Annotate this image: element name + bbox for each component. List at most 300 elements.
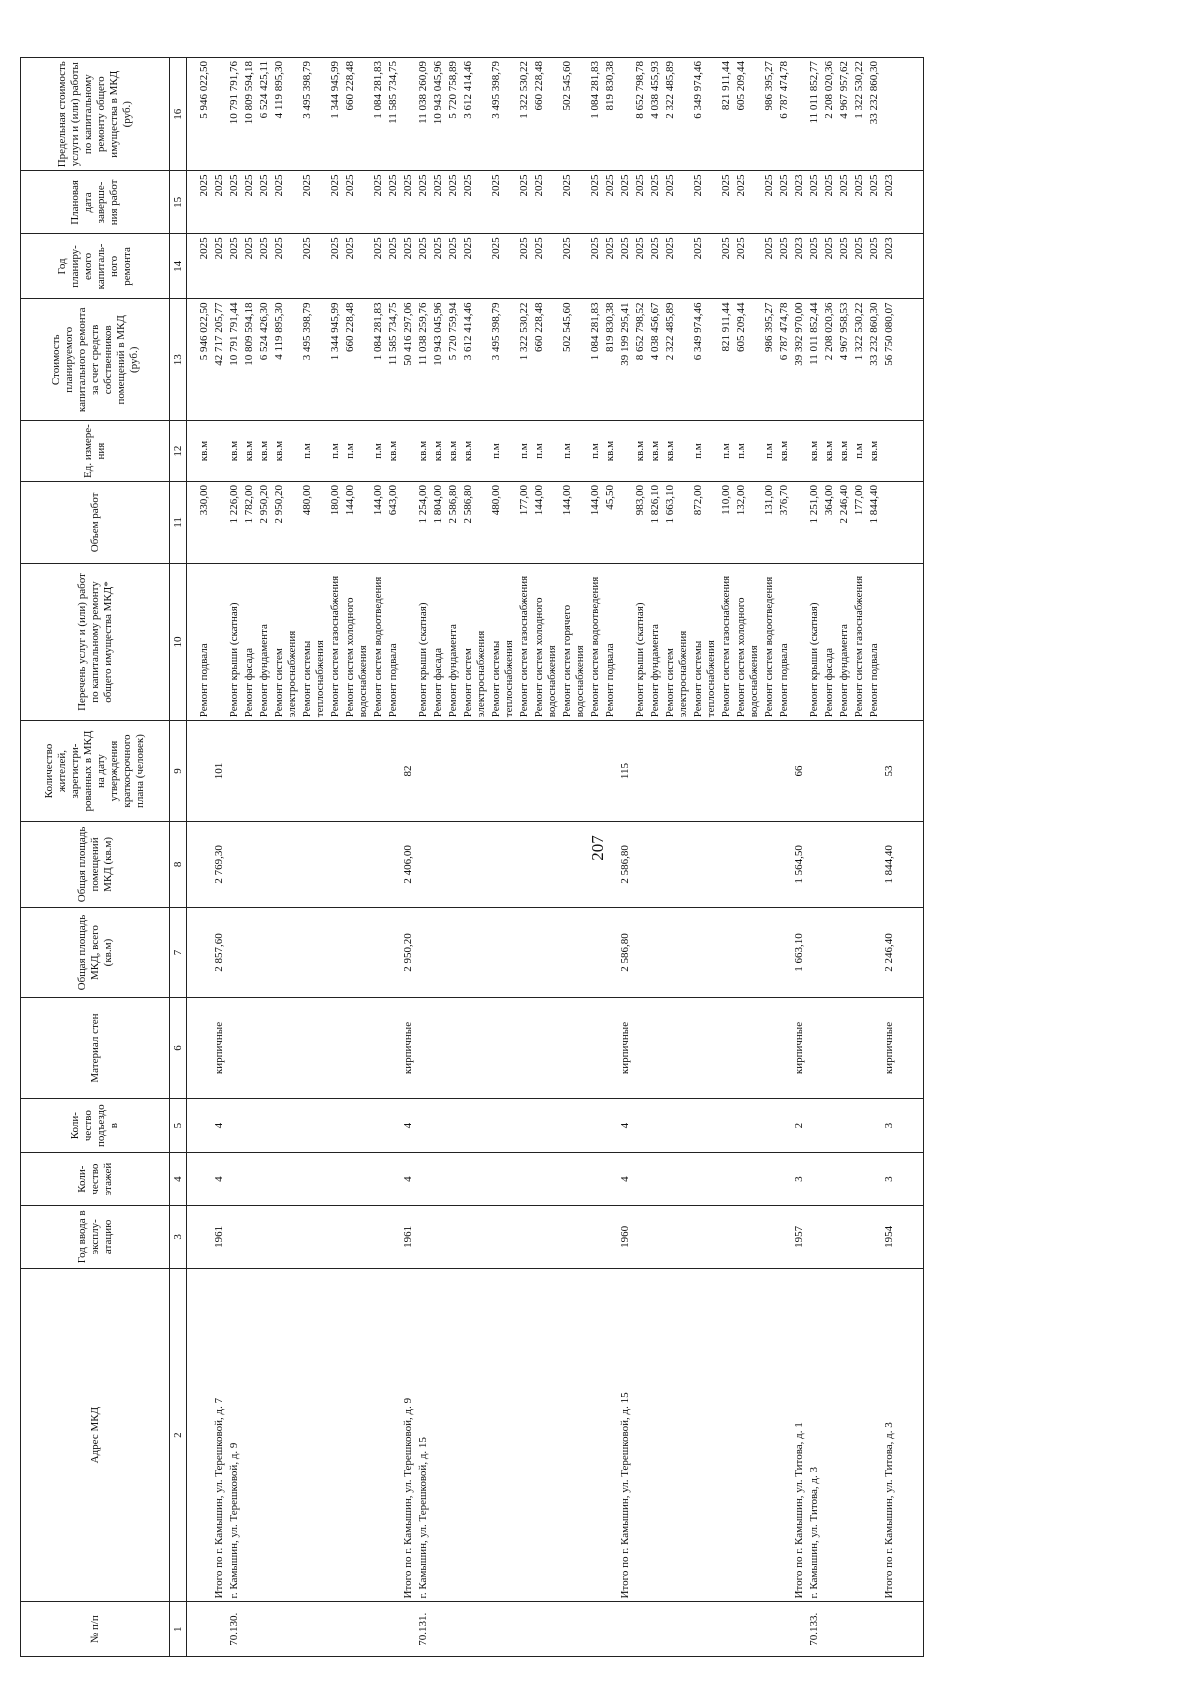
premises-area-cell bbox=[446, 821, 461, 907]
column-header: Материал стен bbox=[21, 998, 170, 1099]
column-number: 15 bbox=[170, 171, 187, 234]
year-cell: 1954 bbox=[882, 1205, 897, 1268]
row-number bbox=[461, 1602, 489, 1657]
year-cell bbox=[837, 1205, 852, 1268]
address-cell bbox=[197, 1268, 212, 1602]
floors-cell bbox=[517, 1153, 532, 1205]
table-row bbox=[852, 58, 867, 1657]
entrances-cell bbox=[648, 1098, 663, 1153]
wall-material-cell bbox=[588, 998, 603, 1099]
row-number bbox=[242, 1602, 257, 1657]
volume-cell: 131,00 bbox=[762, 481, 777, 563]
end-year-cell: 2025 bbox=[517, 171, 532, 234]
row-number bbox=[401, 1602, 416, 1657]
volume-cell: 2 246,40 bbox=[837, 481, 852, 563]
wall-material-cell bbox=[822, 998, 837, 1099]
wall-material-cell: кирпичные bbox=[212, 998, 227, 1099]
row-number bbox=[386, 1602, 401, 1657]
end-year-cell: 2025 bbox=[560, 171, 588, 234]
plan-year-cell: 2025 bbox=[431, 234, 446, 299]
total-area-cell bbox=[560, 907, 588, 997]
table-row bbox=[560, 58, 588, 1657]
limit-cost-cell: 4 967 957,62 bbox=[837, 58, 852, 171]
work-type-cell bbox=[882, 563, 897, 720]
wall-material-cell bbox=[867, 998, 882, 1099]
bottom-cell bbox=[897, 1602, 924, 1657]
work-type-cell: Ремонт крыши (скатная) bbox=[227, 563, 242, 720]
total-area-cell bbox=[777, 907, 792, 997]
unit-cell bbox=[212, 421, 227, 482]
table-row bbox=[401, 58, 416, 1657]
plan-year-cell: 2025 bbox=[603, 234, 618, 299]
entrances-cell bbox=[197, 1098, 212, 1153]
entrances-cell: 3 bbox=[882, 1098, 897, 1153]
total-area-cell bbox=[633, 907, 648, 997]
wall-material-cell: кирпичные bbox=[618, 998, 633, 1099]
column-header: Объем работ bbox=[21, 481, 170, 563]
unit-cell: кв.м bbox=[431, 421, 446, 482]
volume-cell: 983,00 bbox=[633, 481, 648, 563]
plan-year-cell: 2025 bbox=[416, 234, 431, 299]
volume-cell: 1 663,10 bbox=[663, 481, 691, 563]
cost-cell: 821 911,44 bbox=[719, 299, 734, 421]
entrances-cell bbox=[560, 1098, 588, 1153]
work-type-cell bbox=[401, 563, 416, 720]
unit-cell: п.м bbox=[300, 421, 328, 482]
unit-cell: кв.м bbox=[197, 421, 212, 482]
limit-cost-cell: 660 228,48 bbox=[532, 58, 560, 171]
column-number: 12 bbox=[170, 421, 187, 482]
residents-cell bbox=[852, 721, 867, 822]
plan-year-cell: 2023 bbox=[792, 234, 807, 299]
address-cell: Итого по г. Камышин, ул. Терешковой, д. 15 bbox=[618, 1268, 633, 1602]
volume-cell: 45,50 bbox=[603, 481, 618, 563]
work-type-cell: Ремонт фундамента bbox=[257, 563, 272, 720]
address-cell bbox=[386, 1268, 401, 1602]
bottom-cell bbox=[897, 481, 924, 563]
premises-area-cell bbox=[867, 821, 882, 907]
floors-cell bbox=[648, 1153, 663, 1205]
year-cell bbox=[719, 1205, 734, 1268]
plan-year-cell: 2025 bbox=[343, 234, 371, 299]
entrances-cell bbox=[734, 1098, 762, 1153]
limit-cost-cell: 10 943 045,96 bbox=[431, 58, 446, 171]
table-row bbox=[777, 58, 792, 1657]
address-cell bbox=[822, 1268, 837, 1602]
year-cell bbox=[560, 1205, 588, 1268]
limit-cost-cell bbox=[792, 58, 807, 171]
spacer-cell bbox=[187, 1268, 198, 1602]
cost-cell: 50 416 297,06 bbox=[401, 299, 416, 421]
address-cell bbox=[762, 1268, 777, 1602]
plan-year-cell: 2025 bbox=[461, 234, 489, 299]
bottom-cell bbox=[897, 58, 924, 171]
residents-cell bbox=[272, 721, 300, 822]
wall-material-cell bbox=[633, 998, 648, 1099]
cost-cell: 11 585 734,75 bbox=[386, 299, 401, 421]
unit-cell: кв.м bbox=[227, 421, 242, 482]
premises-area-cell bbox=[560, 821, 588, 907]
premises-area-cell bbox=[489, 821, 517, 907]
residents-cell bbox=[633, 721, 648, 822]
year-cell: 1957 bbox=[792, 1205, 807, 1268]
volume-cell: 144,00 bbox=[532, 481, 560, 563]
table-row bbox=[343, 58, 371, 1657]
column-number: 5 bbox=[170, 1098, 187, 1153]
table-row bbox=[618, 58, 633, 1657]
volume-cell: 480,00 bbox=[300, 481, 328, 563]
entrances-cell bbox=[446, 1098, 461, 1153]
spacer-cell bbox=[187, 481, 198, 563]
cost-cell: 11 011 852,44 bbox=[807, 299, 822, 421]
address-cell bbox=[272, 1268, 300, 1602]
year-cell bbox=[328, 1205, 343, 1268]
wall-material-cell bbox=[328, 998, 343, 1099]
bottom-cell bbox=[897, 721, 924, 822]
limit-cost-cell: 660 228,48 bbox=[343, 58, 371, 171]
total-area-cell bbox=[328, 907, 343, 997]
wall-material-cell bbox=[648, 998, 663, 1099]
plan-year-cell: 2025 bbox=[867, 234, 882, 299]
row-number bbox=[852, 1602, 867, 1657]
column-number: 6 bbox=[170, 998, 187, 1099]
year-cell bbox=[852, 1205, 867, 1268]
address-cell bbox=[461, 1268, 489, 1602]
end-year-cell: 2025 bbox=[272, 171, 300, 234]
floors-cell: 3 bbox=[882, 1153, 897, 1205]
table-row bbox=[762, 58, 777, 1657]
volume-cell: 330,00 bbox=[197, 481, 212, 563]
year-cell bbox=[371, 1205, 386, 1268]
floors-cell: 4 bbox=[401, 1153, 416, 1205]
floors-cell bbox=[777, 1153, 792, 1205]
work-type-cell: Ремонт систем водоотведения bbox=[588, 563, 603, 720]
row-number bbox=[792, 1602, 807, 1657]
total-area-cell: 2 586,80 bbox=[618, 907, 633, 997]
work-type-cell: Ремонт фундамента bbox=[837, 563, 852, 720]
floors-cell: 4 bbox=[212, 1153, 227, 1205]
unit-cell: кв.м bbox=[416, 421, 431, 482]
address-cell bbox=[517, 1268, 532, 1602]
end-year-cell: 2025 bbox=[807, 171, 822, 234]
table-row bbox=[386, 58, 401, 1657]
unit-cell: кв.м bbox=[777, 421, 792, 482]
spacer-cell bbox=[187, 998, 198, 1099]
floors-cell bbox=[257, 1153, 272, 1205]
row-number bbox=[446, 1602, 461, 1657]
wall-material-cell bbox=[227, 998, 242, 1099]
premises-area-cell bbox=[517, 821, 532, 907]
row-number: 70.131. bbox=[416, 1602, 431, 1657]
volume-cell bbox=[212, 481, 227, 563]
column-number: 16 bbox=[170, 58, 187, 171]
plan-year-cell: 2025 bbox=[489, 234, 517, 299]
floors-cell bbox=[762, 1153, 777, 1205]
total-area-cell bbox=[807, 907, 822, 997]
residents-cell bbox=[197, 721, 212, 822]
cost-cell: 6 524 426,30 bbox=[257, 299, 272, 421]
year-cell: 1961 bbox=[401, 1205, 416, 1268]
entrances-cell bbox=[431, 1098, 446, 1153]
entrances-cell: 4 bbox=[401, 1098, 416, 1153]
plan-year-cell: 2025 bbox=[822, 234, 837, 299]
row-number bbox=[212, 1602, 227, 1657]
total-area-cell bbox=[461, 907, 489, 997]
work-type-cell: Ремонт систем горячего водоснабжения bbox=[560, 563, 588, 720]
cost-cell: 10 943 045,96 bbox=[431, 299, 446, 421]
table-row bbox=[272, 58, 300, 1657]
column-number-row bbox=[170, 58, 187, 1657]
work-type-cell: Ремонт систем холодного водоснабжения bbox=[734, 563, 762, 720]
entrances-cell bbox=[588, 1098, 603, 1153]
spacer-cell bbox=[187, 1205, 198, 1268]
row-number bbox=[300, 1602, 328, 1657]
plan-year-cell: 2025 bbox=[197, 234, 212, 299]
column-header: Общая площадь помещений МКД (кв.м) bbox=[21, 821, 170, 907]
spacer-cell bbox=[187, 1602, 198, 1657]
floors-cell bbox=[386, 1153, 401, 1205]
row-number bbox=[663, 1602, 691, 1657]
cost-cell: 56 750 080,07 bbox=[882, 299, 897, 421]
table-row bbox=[633, 58, 648, 1657]
wall-material-cell bbox=[489, 998, 517, 1099]
limit-cost-cell: 1 084 281,83 bbox=[371, 58, 386, 171]
floors-cell bbox=[371, 1153, 386, 1205]
work-type-cell: Ремонт системы теплоснабжения bbox=[691, 563, 719, 720]
unit-cell: кв.м bbox=[242, 421, 257, 482]
total-area-cell bbox=[446, 907, 461, 997]
row-number bbox=[633, 1602, 648, 1657]
limit-cost-cell: 4 038 455,93 bbox=[648, 58, 663, 171]
residents-cell bbox=[431, 721, 446, 822]
wall-material-cell bbox=[517, 998, 532, 1099]
unit-cell: кв.м bbox=[257, 421, 272, 482]
total-area-cell bbox=[517, 907, 532, 997]
entrances-cell: 4 bbox=[618, 1098, 633, 1153]
residents-cell bbox=[867, 721, 882, 822]
premises-area-cell bbox=[461, 821, 489, 907]
column-number: 10 bbox=[170, 563, 187, 720]
limit-cost-cell: 6 349 974,46 bbox=[691, 58, 719, 171]
entrances-cell bbox=[461, 1098, 489, 1153]
wall-material-cell bbox=[343, 998, 371, 1099]
premises-area-cell bbox=[807, 821, 822, 907]
table-row bbox=[212, 58, 227, 1657]
residents-cell bbox=[719, 721, 734, 822]
year-cell: 1961 bbox=[212, 1205, 227, 1268]
spacer-cell bbox=[187, 1153, 198, 1205]
residents-cell bbox=[300, 721, 328, 822]
floors-cell bbox=[532, 1153, 560, 1205]
unit-cell: п.м bbox=[328, 421, 343, 482]
volume-cell bbox=[618, 481, 633, 563]
floors-cell bbox=[560, 1153, 588, 1205]
page-number: 207 bbox=[588, 835, 607, 861]
wall-material-cell bbox=[257, 998, 272, 1099]
residents-cell bbox=[837, 721, 852, 822]
cost-cell: 1 322 530,22 bbox=[852, 299, 867, 421]
cost-cell: 986 395,27 bbox=[762, 299, 777, 421]
end-year-cell: 2025 bbox=[691, 171, 719, 234]
end-year-cell: 2025 bbox=[416, 171, 431, 234]
volume-cell: 643,00 bbox=[386, 481, 401, 563]
table-body bbox=[187, 58, 924, 1657]
entrances-cell bbox=[822, 1098, 837, 1153]
cost-cell: 605 209,44 bbox=[734, 299, 762, 421]
plan-year-cell: 2025 bbox=[734, 234, 762, 299]
address-cell bbox=[852, 1268, 867, 1602]
limit-cost-cell: 3 495 398,79 bbox=[489, 58, 517, 171]
column-number: 13 bbox=[170, 299, 187, 421]
year-cell bbox=[691, 1205, 719, 1268]
plan-year-cell: 2025 bbox=[807, 234, 822, 299]
work-type-cell: Ремонт системы теплоснабжения bbox=[300, 563, 328, 720]
residents-cell bbox=[343, 721, 371, 822]
cost-cell: 5 720 759,94 bbox=[446, 299, 461, 421]
residents-cell: 101 bbox=[212, 721, 227, 822]
floors-cell bbox=[416, 1153, 431, 1205]
total-area-cell bbox=[431, 907, 446, 997]
limit-cost-cell: 10 809 594,18 bbox=[242, 58, 257, 171]
floors-cell bbox=[300, 1153, 328, 1205]
entrances-cell bbox=[416, 1098, 431, 1153]
end-year-cell: 2025 bbox=[257, 171, 272, 234]
volume-cell: 144,00 bbox=[371, 481, 386, 563]
row-number bbox=[431, 1602, 446, 1657]
volume-cell: 110,00 bbox=[719, 481, 734, 563]
year-cell bbox=[431, 1205, 446, 1268]
year-cell bbox=[386, 1205, 401, 1268]
limit-cost-cell: 8 652 798,78 bbox=[633, 58, 648, 171]
work-type-cell: Ремонт систем холодного водоснабжения bbox=[343, 563, 371, 720]
row-number bbox=[272, 1602, 300, 1657]
end-year-cell: 2025 bbox=[343, 171, 371, 234]
limit-cost-cell: 3 612 414,46 bbox=[461, 58, 489, 171]
end-year-cell: 2025 bbox=[618, 171, 633, 234]
unit-cell: кв.м bbox=[461, 421, 489, 482]
address-cell bbox=[328, 1268, 343, 1602]
entrances-cell bbox=[837, 1098, 852, 1153]
wall-material-cell bbox=[371, 998, 386, 1099]
volume-cell: 1 804,00 bbox=[431, 481, 446, 563]
work-type-cell bbox=[618, 563, 633, 720]
table-row bbox=[489, 58, 517, 1657]
residents-cell bbox=[517, 721, 532, 822]
unit-cell bbox=[882, 421, 897, 482]
floors-cell bbox=[242, 1153, 257, 1205]
address-cell bbox=[489, 1268, 517, 1602]
address-cell bbox=[837, 1268, 852, 1602]
address-cell bbox=[446, 1268, 461, 1602]
limit-cost-cell: 2 208 020,36 bbox=[822, 58, 837, 171]
residents-cell bbox=[386, 721, 401, 822]
row-number bbox=[560, 1602, 588, 1657]
volume-cell: 180,00 bbox=[328, 481, 343, 563]
plan-year-cell: 2025 bbox=[257, 234, 272, 299]
volume-cell bbox=[882, 481, 897, 563]
unit-cell: п.м bbox=[343, 421, 371, 482]
year-cell: 1960 bbox=[618, 1205, 633, 1268]
limit-cost-cell: 10 791 791,76 bbox=[227, 58, 242, 171]
limit-cost-cell bbox=[401, 58, 416, 171]
cost-cell: 10 791 791,44 bbox=[227, 299, 242, 421]
residents-cell bbox=[807, 721, 822, 822]
work-type-cell: Ремонт фасада bbox=[242, 563, 257, 720]
bottom-cell bbox=[897, 1153, 924, 1205]
residents-cell bbox=[328, 721, 343, 822]
floors-cell bbox=[734, 1153, 762, 1205]
unit-cell: п.м bbox=[734, 421, 762, 482]
residents-cell bbox=[603, 721, 618, 822]
work-type-cell: Ремонт крыши (скатная) bbox=[807, 563, 822, 720]
table-row bbox=[807, 58, 822, 1657]
table-row bbox=[197, 58, 212, 1657]
unit-cell: п.м bbox=[560, 421, 588, 482]
year-cell bbox=[734, 1205, 762, 1268]
premises-area-cell bbox=[227, 821, 242, 907]
work-type-cell: Ремонт систем водоотведения bbox=[762, 563, 777, 720]
cost-cell: 4 967 958,53 bbox=[837, 299, 852, 421]
address-cell bbox=[431, 1268, 446, 1602]
cost-cell: 819 830,38 bbox=[603, 299, 618, 421]
work-type-cell: Ремонт подвала bbox=[386, 563, 401, 720]
wall-material-cell bbox=[852, 998, 867, 1099]
unit-cell: кв.м bbox=[867, 421, 882, 482]
premises-area-cell bbox=[242, 821, 257, 907]
row-number: 70.133. bbox=[807, 1602, 822, 1657]
end-year-cell: 2025 bbox=[603, 171, 618, 234]
spacer-cell bbox=[187, 171, 198, 234]
total-area-cell bbox=[343, 907, 371, 997]
total-area-cell bbox=[852, 907, 867, 997]
unit-cell bbox=[401, 421, 416, 482]
wall-material-cell: кирпичные bbox=[401, 998, 416, 1099]
row-number bbox=[257, 1602, 272, 1657]
table-row bbox=[792, 58, 807, 1657]
spacer-cell bbox=[187, 907, 198, 997]
wall-material-cell bbox=[734, 998, 762, 1099]
work-type-cell: Ремонт подвала bbox=[867, 563, 882, 720]
residents-cell bbox=[560, 721, 588, 822]
volume-cell: 2 950,20 bbox=[272, 481, 300, 563]
premises-area-cell: 2 586,80 bbox=[618, 821, 633, 907]
volume-cell: 1 782,00 bbox=[242, 481, 257, 563]
column-header: Плановая дата заверше-ния работ bbox=[21, 171, 170, 234]
end-year-cell: 2025 bbox=[532, 171, 560, 234]
volume-cell: 364,00 bbox=[822, 481, 837, 563]
plan-year-cell: 2023 bbox=[882, 234, 897, 299]
work-type-cell: Ремонт системы теплоснабжения bbox=[489, 563, 517, 720]
wall-material-cell: кирпичные bbox=[792, 998, 807, 1099]
wall-material-cell bbox=[431, 998, 446, 1099]
work-type-cell: Ремонт систем водоотведения bbox=[371, 563, 386, 720]
end-year-cell: 2025 bbox=[431, 171, 446, 234]
bottom-cell bbox=[897, 1268, 924, 1602]
column-header: Общая площадь МКД, всего (кв.м) bbox=[21, 907, 170, 997]
column-header: Год ввода в эксплу-атацию bbox=[21, 1205, 170, 1268]
entrances-cell bbox=[532, 1098, 560, 1153]
row-number bbox=[532, 1602, 560, 1657]
floors-cell bbox=[807, 1153, 822, 1205]
work-type-cell: Ремонт систем газоснабжения bbox=[328, 563, 343, 720]
entrances-cell: 2 bbox=[792, 1098, 807, 1153]
premises-area-cell bbox=[691, 821, 719, 907]
limit-cost-cell: 4 119 895,30 bbox=[272, 58, 300, 171]
end-year-cell: 2025 bbox=[212, 171, 227, 234]
plan-year-cell: 2025 bbox=[386, 234, 401, 299]
limit-cost-cell: 986 395,27 bbox=[762, 58, 777, 171]
end-year-cell: 2025 bbox=[837, 171, 852, 234]
